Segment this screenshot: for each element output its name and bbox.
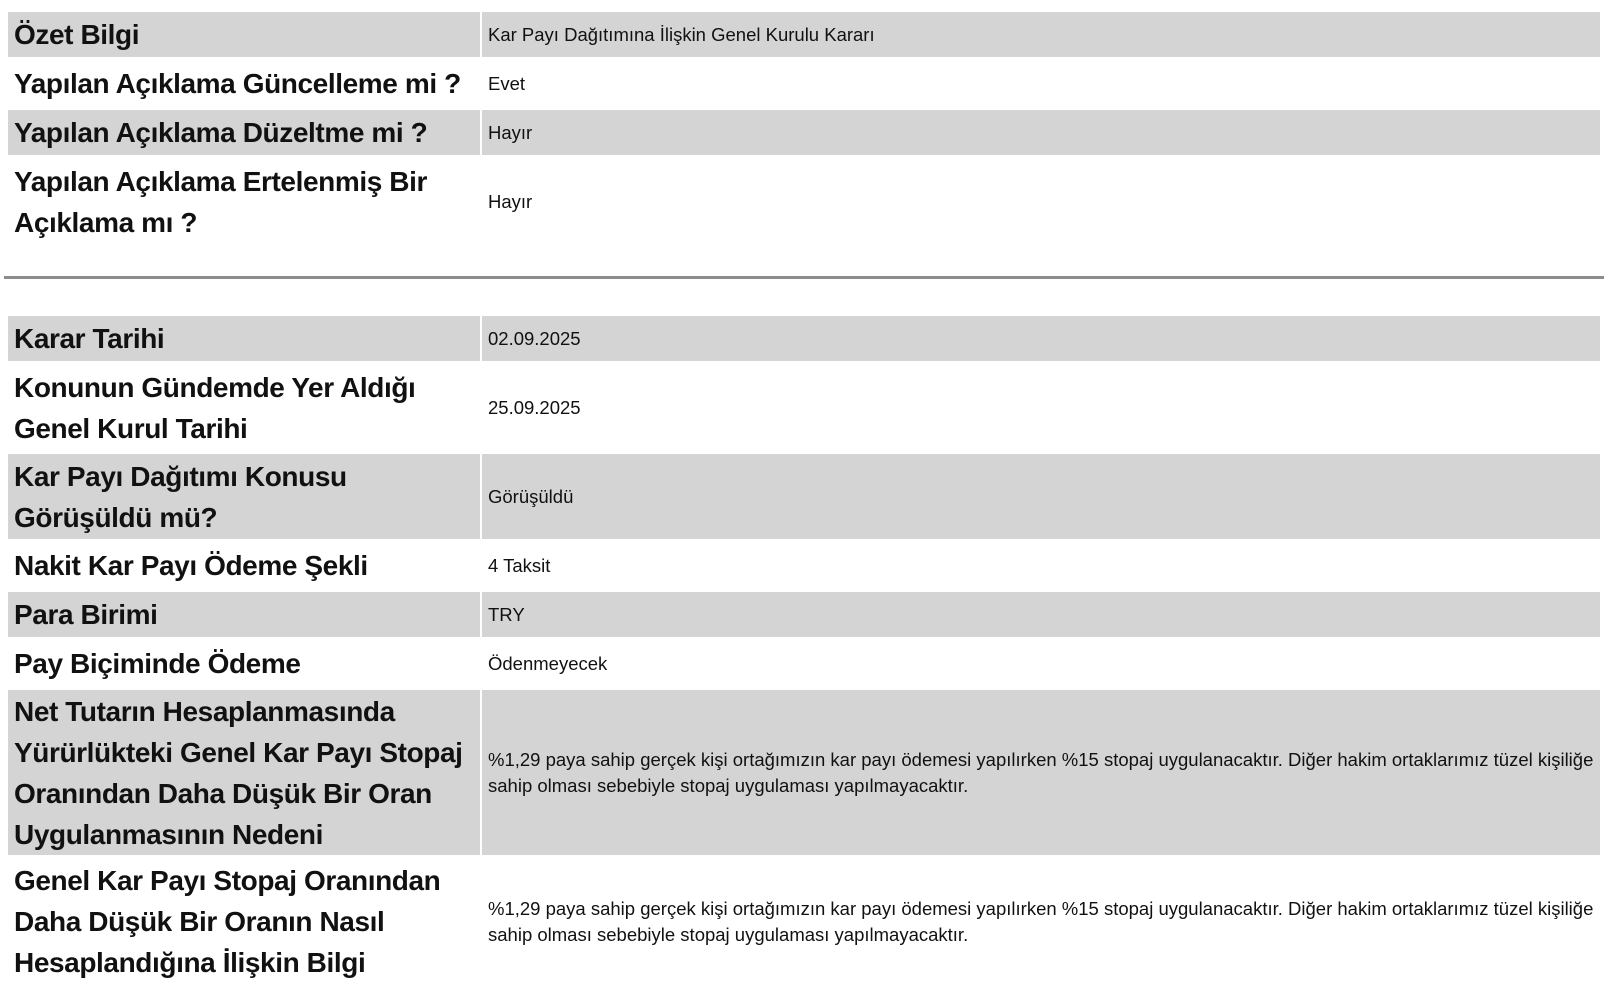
row-value: Ödenmeyecek	[488, 652, 608, 674]
table-row	[8, 365, 1600, 450]
table-row	[8, 690, 1600, 855]
row-value: 4 Taksit	[488, 554, 551, 576]
row-label: Yapılan Açıklama Ertelenmiş Bir Açıklama mı ?	[14, 166, 427, 238]
row-value: Evet	[488, 72, 526, 94]
summary-table	[6, 8, 1602, 249]
table-row	[8, 454, 1600, 539]
table-row	[8, 543, 1600, 588]
row-label: Kar Payı Dağıtımı Konusu Görüşüldü mü?	[8, 454, 480, 539]
row-value: %1,29 paya sahip gerçek kişi ortağımızın kar payı ödemesi yapılırken %15 stopaj uygulanacaktır. Diğer hakim ortaklarımız tüzel kişiliğe sahip olması sebebiyle stopaj uygulaması yapılmayacaktır.	[482, 690, 1600, 855]
table-row	[8, 110, 1600, 155]
section-divider	[4, 276, 1604, 279]
row-label: Özet Bilgi	[8, 12, 480, 57]
row-label: Para Birimi	[8, 592, 480, 637]
row-value: Hayır	[482, 110, 1600, 155]
table-row	[8, 641, 1600, 686]
table-row	[8, 592, 1600, 637]
table-row	[8, 859, 1600, 984]
row-label: Net Tutarın Hesaplanmasında Yürürlükteki Genel Kar Payı Stopaj Oranından Daha Düşük Bir Oran Uygulanmasının Nedeni	[8, 690, 480, 855]
row-value: Hayır	[488, 191, 533, 212]
row-value: 25.09.2025	[488, 396, 581, 418]
row-label: Karar Tarihi	[8, 316, 480, 361]
row-value: %1,29 paya sahip gerçek kişi ortağımızın kar payı ödemesi yapılırken %15 stopaj uygulanacaktır. Diğer hakim ortaklarımız tüzel kişiliğe sahip olması sebebiyle stopaj uygulaması yapılmayacaktır.	[488, 897, 1594, 945]
row-label: Konunun Gündemde Yer Aldığı Genel Kurul Tarihi	[14, 371, 416, 444]
table-row	[8, 61, 1600, 106]
row-label: Yapılan Açıklama Güncelleme mi ?	[14, 68, 461, 99]
row-value: Kar Payı Dağıtımına İlişkin Genel Kurulu Kararı	[482, 12, 1600, 57]
row-label: Genel Kar Payı Stopaj Oranından Daha Düşük Bir Oranın Nasıl Hesaplandığına İlişkin Bilgi	[14, 865, 441, 978]
row-label: Yapılan Açıklama Düzeltme mi ?	[8, 110, 480, 155]
dividend-decision-table	[6, 312, 1602, 988]
table-row	[8, 12, 1600, 57]
row-value: TRY	[482, 592, 1600, 637]
row-label: Pay Biçiminde Ödeme	[14, 648, 301, 679]
row-label: Nakit Kar Payı Ödeme Şekli	[14, 550, 368, 581]
table-row	[8, 316, 1600, 361]
row-value: Görüşüldü	[482, 454, 1600, 539]
row-value: 02.09.2025	[482, 316, 1600, 361]
table-row	[8, 159, 1600, 245]
